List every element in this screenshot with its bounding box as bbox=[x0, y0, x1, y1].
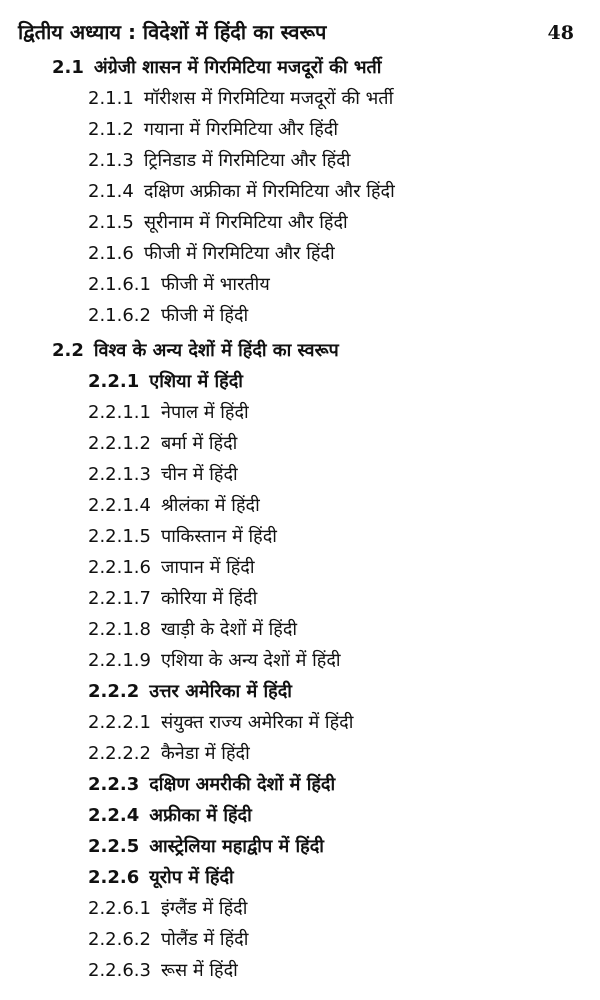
toc-entry-number: 2.2.3 bbox=[88, 774, 140, 795]
toc-entry-title: फीजी में गिरमिटिया और हिंदी bbox=[143, 243, 335, 264]
toc-entry bbox=[0, 52, 600, 83]
toc-entry-number: 2.1.4 bbox=[88, 181, 134, 202]
toc-entry-title: संयुक्त राज्य अमेरिका में हिंदी bbox=[160, 712, 354, 733]
toc-entry bbox=[0, 676, 600, 707]
toc-entry-number: 2.1.1 bbox=[88, 88, 134, 109]
toc-entry-title: अंग्रेजी शासन में गिरमिटिया मजदूरों की भर्ती bbox=[93, 57, 382, 78]
toc-entry-number: 2.2.1.6 bbox=[88, 557, 151, 578]
page-number: 48 bbox=[547, 22, 574, 44]
toc-entry-title: ट्रिनिडाड में गिरमिटिया और हिंदी bbox=[143, 150, 351, 171]
toc-entry-title: रूस में हिंदी bbox=[160, 960, 238, 981]
toc-entry-title: खाड़ी के देशों में हिंदी bbox=[160, 619, 298, 640]
toc-entry bbox=[0, 428, 600, 459]
toc-entry-number: 2.1.5 bbox=[88, 212, 134, 233]
toc-entry-number: 2.2.1.4 bbox=[88, 495, 151, 516]
toc-entry bbox=[0, 207, 600, 238]
toc-entry bbox=[0, 955, 600, 986]
toc-entry bbox=[0, 397, 600, 428]
toc-entry-title: जापान में हिंदी bbox=[160, 557, 255, 578]
toc-entry-number: 2.1.6.2 bbox=[88, 305, 151, 326]
toc-entry-title: दक्षिण अफ्रीका में गिरमिटिया और हिंदी bbox=[143, 181, 395, 202]
toc-entry bbox=[0, 831, 600, 862]
toc-entry bbox=[0, 800, 600, 831]
toc-entry-number: 2.2.2.2 bbox=[88, 743, 151, 764]
toc-entry-number: 2.2.1.3 bbox=[88, 464, 151, 485]
toc-entry-title: एशिया में हिंदी bbox=[149, 371, 243, 392]
toc-entry-title: अफ्रीका में हिंदी bbox=[149, 805, 252, 826]
toc-entry-title: श्रीलंका में हिंदी bbox=[160, 495, 260, 516]
toc-entry-title: नेपाल में हिंदी bbox=[160, 402, 249, 423]
toc-entry-number: 2.2.2.1 bbox=[88, 712, 151, 733]
toc-entry-title: सूरीनाम में गिरमिटिया और हिंदी bbox=[143, 212, 348, 233]
toc-entry-number: 2.1.2 bbox=[88, 119, 134, 140]
toc-entry-title: इंग्लैंड में हिंदी bbox=[160, 898, 248, 919]
toc-entry bbox=[0, 335, 600, 366]
toc-entry-number: 2.2.6.1 bbox=[88, 898, 151, 919]
toc-entry bbox=[0, 769, 600, 800]
chapter-title: द्वितीय अध्याय : विदेशों में हिंदी का स्वरूप bbox=[18, 20, 327, 44]
toc-entry-number: 2.2.1.8 bbox=[88, 619, 151, 640]
toc-entry-title: कोरिया में हिंदी bbox=[160, 588, 258, 609]
toc-entry-number: 2.2.1.7 bbox=[88, 588, 151, 609]
toc-entry bbox=[0, 114, 600, 145]
toc-entry-number: 2.2.1.9 bbox=[88, 650, 151, 671]
toc-entry-number: 2.1 bbox=[52, 57, 84, 78]
toc-entry-title: पाकिस्तान में हिंदी bbox=[160, 526, 277, 547]
toc-entry bbox=[0, 738, 600, 769]
toc-entry bbox=[0, 83, 600, 114]
toc-entry-title: फीजी में भारतीय bbox=[160, 274, 270, 295]
toc-entry-title: कैनेडा में हिंदी bbox=[160, 743, 250, 764]
toc-entry-number: 2.2.2 bbox=[88, 681, 140, 702]
toc-entry-number: 2.2.6 bbox=[88, 867, 140, 888]
toc-entry-number: 2.2.1.2 bbox=[88, 433, 151, 454]
toc-entry-number: 2.1.3 bbox=[88, 150, 134, 171]
toc-entry-title: दक्षिण अमरीकी देशों में हिंदी bbox=[149, 774, 336, 795]
toc-entry-title: उत्तर अमेरिका में हिंदी bbox=[149, 681, 292, 702]
toc-entry-number: 2.2.1.1 bbox=[88, 402, 151, 423]
toc-entry-number: 2.2.6.3 bbox=[88, 960, 151, 981]
toc-entry-title: विश्व के अन्य देशों में हिंदी का स्वरूप bbox=[93, 340, 339, 361]
toc-entry bbox=[0, 238, 600, 269]
toc-entry-number: 2.1.6.1 bbox=[88, 274, 151, 295]
toc-entry bbox=[0, 583, 600, 614]
toc-entry-title: गयाना में गिरमिटिया और हिंदी bbox=[143, 119, 338, 140]
toc-entry bbox=[0, 862, 600, 893]
toc-entry-number: 2.1.6 bbox=[88, 243, 134, 264]
toc-entry bbox=[0, 300, 600, 331]
toc-entry-number: 2.2.5 bbox=[88, 836, 140, 857]
toc-entry-title: आस्ट्रेलिया महाद्वीप में हिंदी bbox=[149, 836, 324, 857]
toc-entry bbox=[0, 552, 600, 583]
toc-entry-number: 2.2 bbox=[52, 340, 84, 361]
toc-entry bbox=[0, 176, 600, 207]
toc-entry-number: 2.2.1.5 bbox=[88, 526, 151, 547]
toc-entry-number: 2.2.1 bbox=[88, 371, 140, 392]
toc-entry bbox=[0, 893, 600, 924]
toc-entry bbox=[0, 614, 600, 645]
toc-entry-title: चीन में हिंदी bbox=[160, 464, 238, 485]
toc-entry bbox=[0, 521, 600, 552]
toc-entry bbox=[0, 145, 600, 176]
toc-entry-title: एशिया के अन्य देशों में हिंदी bbox=[160, 650, 341, 671]
toc-entry bbox=[0, 924, 600, 955]
toc-entry-title: यूरोप में हिंदी bbox=[149, 867, 234, 888]
toc-entry-title: फीजी में हिंदी bbox=[160, 305, 249, 326]
toc-entry bbox=[0, 707, 600, 738]
toc-entry-number: 2.2.4 bbox=[88, 805, 140, 826]
toc-entry bbox=[0, 459, 600, 490]
toc-entry-title: पोलैंड में हिंदी bbox=[160, 929, 249, 950]
toc-entry bbox=[0, 490, 600, 521]
toc-entry bbox=[0, 269, 600, 300]
table-of-contents bbox=[0, 52, 600, 986]
toc-entry-number: 2.2.6.2 bbox=[88, 929, 151, 950]
toc-entry bbox=[0, 366, 600, 397]
toc-entry bbox=[0, 645, 600, 676]
toc-entry-title: बर्मा में हिंदी bbox=[160, 433, 238, 454]
toc-entry-title: मॉरीशस में गिरमिटिया मजदूरों की भर्ती bbox=[143, 88, 394, 109]
